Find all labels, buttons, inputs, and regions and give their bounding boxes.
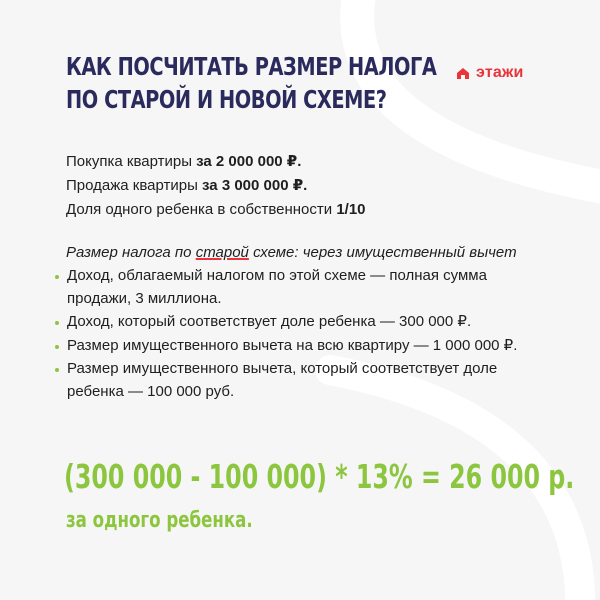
facts-block [66,150,366,222]
title-line-2: ПО СТАРОЙ И НОВОЙ СХЕМЕ? [66,85,387,114]
fact-value: за 3 000 000 ₽. [202,177,308,194]
subheading-text: схеме: через имущественный вычет [248,244,517,261]
fact-label: Продажа квартиры [66,177,203,194]
fact-row [66,198,366,222]
result-formula: (300 000 - 100 000) * 13% = 26 000 р. [64,457,575,496]
fact-value: 1/10 [336,201,366,218]
bullet-dot-icon [55,275,59,279]
bullet-dot-icon [55,321,59,325]
logo-text: этажи [476,64,524,81]
list-item-text: Доход, который соответствует доле ребенка — 300 000 ₽. [67,313,472,330]
section-subheading [66,242,517,264]
list-item [55,335,545,358]
subheading-text: Размер налога по [66,244,196,261]
fact-label: Покупка квартиры [66,153,197,170]
fact-row [66,174,366,198]
list-item [55,358,545,403]
bullet-list [55,265,545,404]
list-item-text: Доход, облагаемый налогом по этой схеме — полная сумма продажи, 3 миллиона. [67,267,487,307]
result-note: за одного ребенка. [66,508,253,533]
house-roof-icon [456,67,470,80]
bullet-dot-icon [55,345,59,349]
list-item-text: Размер имущественного вычета на всю квартиру — 1 000 000 ₽. [67,336,518,354]
list-item [55,265,545,310]
fact-value: за 2 000 000 ₽. [196,153,302,170]
subheading-underlined: старой [195,244,249,261]
brand-logo [456,64,524,82]
list-item [55,311,545,334]
bullet-dot-icon [55,368,59,372]
fact-row [66,150,366,174]
page-title [66,50,436,116]
fact-label: Доля одного ребенка в собственности [66,201,337,218]
list-item-text: Размер имущественного вычета, который соответствует доле ребенка — 100 000 руб. [67,360,498,400]
title-line-1: КАК ПОСЧИТАТЬ РАЗМЕР НАЛОГА [66,52,437,81]
